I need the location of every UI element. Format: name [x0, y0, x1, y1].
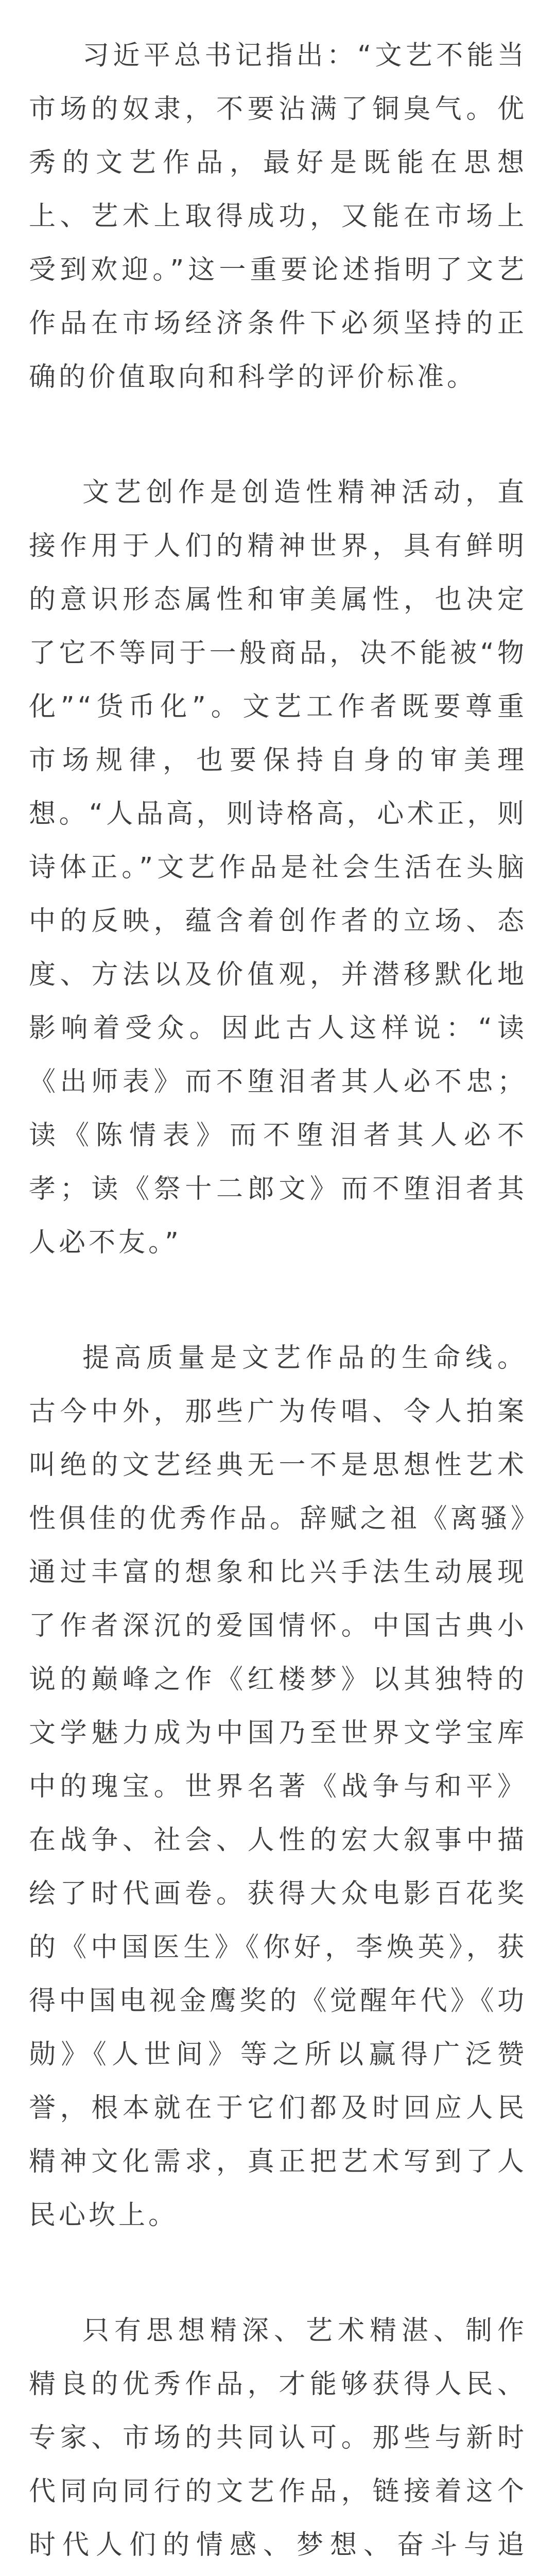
article-paragraph-4: 只有思想精深、艺术精湛、制作精良的优秀作品，才能够获得人民、专家、市场的共同认可。那些与新时代同向同行的文艺作品，链接着这个时代人们的情感、梦想、奋斗与追: [29, 2315, 527, 2561]
article-paragraph-3: 提高质量是文艺作品的生命线。古今中外，那些广为传唱、令人拍案叫绝的文艺经典无一不是思想性艺术性俱佳的优秀作品。辞赋之祖《离骚》通过丰富的想象和比兴手法生动展现了作者深沉的爱国情怀。中国古典小说的巅峰之作《红楼梦》以其独特的文学魅力成为中国乃至世界文学宝库中的瑰宝。世界名著《战争与和平》在战争、社会、人性的宏大叙事中描绘了时代画卷。获得大众电影百花奖的《中国医生》《你好，李焕英》，获得中国电视金鹰奖的《觉醒年代》《功勋》《人世间》等之所以赢得广泛赞誉，根本就在于它们都及时回应人民精神文化需求，真正把艺术写到了人民心坎上。: [29, 1343, 527, 2231]
article-paragraph-1: 习近平总书记指出：“文艺不能当市场的奴隶，不要沾满了铜臭气。优秀的文艺作品，最好是既能在思想上、艺术上取得成功，又能在市场上受到欢迎。”这一重要论述指明了文艺作品在市场经济条件下必须坚持的正确的价值取向和科学的评价标准。: [29, 40, 527, 393]
article-paragraph-2: 文艺创作是创造性精神活动，直接作用于人们的精神世界，具有鲜明的意识形态属性和审美属性，也决定了它不等同于一般商品，决不能被“物化”“货币化”。文艺工作者既要尊重市场规律，也要保持自身的审美理想。“人品高，则诗格高，心术正，则诗体正。”文艺作品是社会生活在头脑中的反映，蕴含着创作者的立场、态度、方法以及价值观，并潜移默化地影响着受众。因此古人这样说：“读《出师表》而不堕泪者其人必不忠；读《陈情表》而不堕泪者其人必不孝；读《祭十二郎文》而不堕泪者其人必不友。”: [29, 477, 527, 1258]
